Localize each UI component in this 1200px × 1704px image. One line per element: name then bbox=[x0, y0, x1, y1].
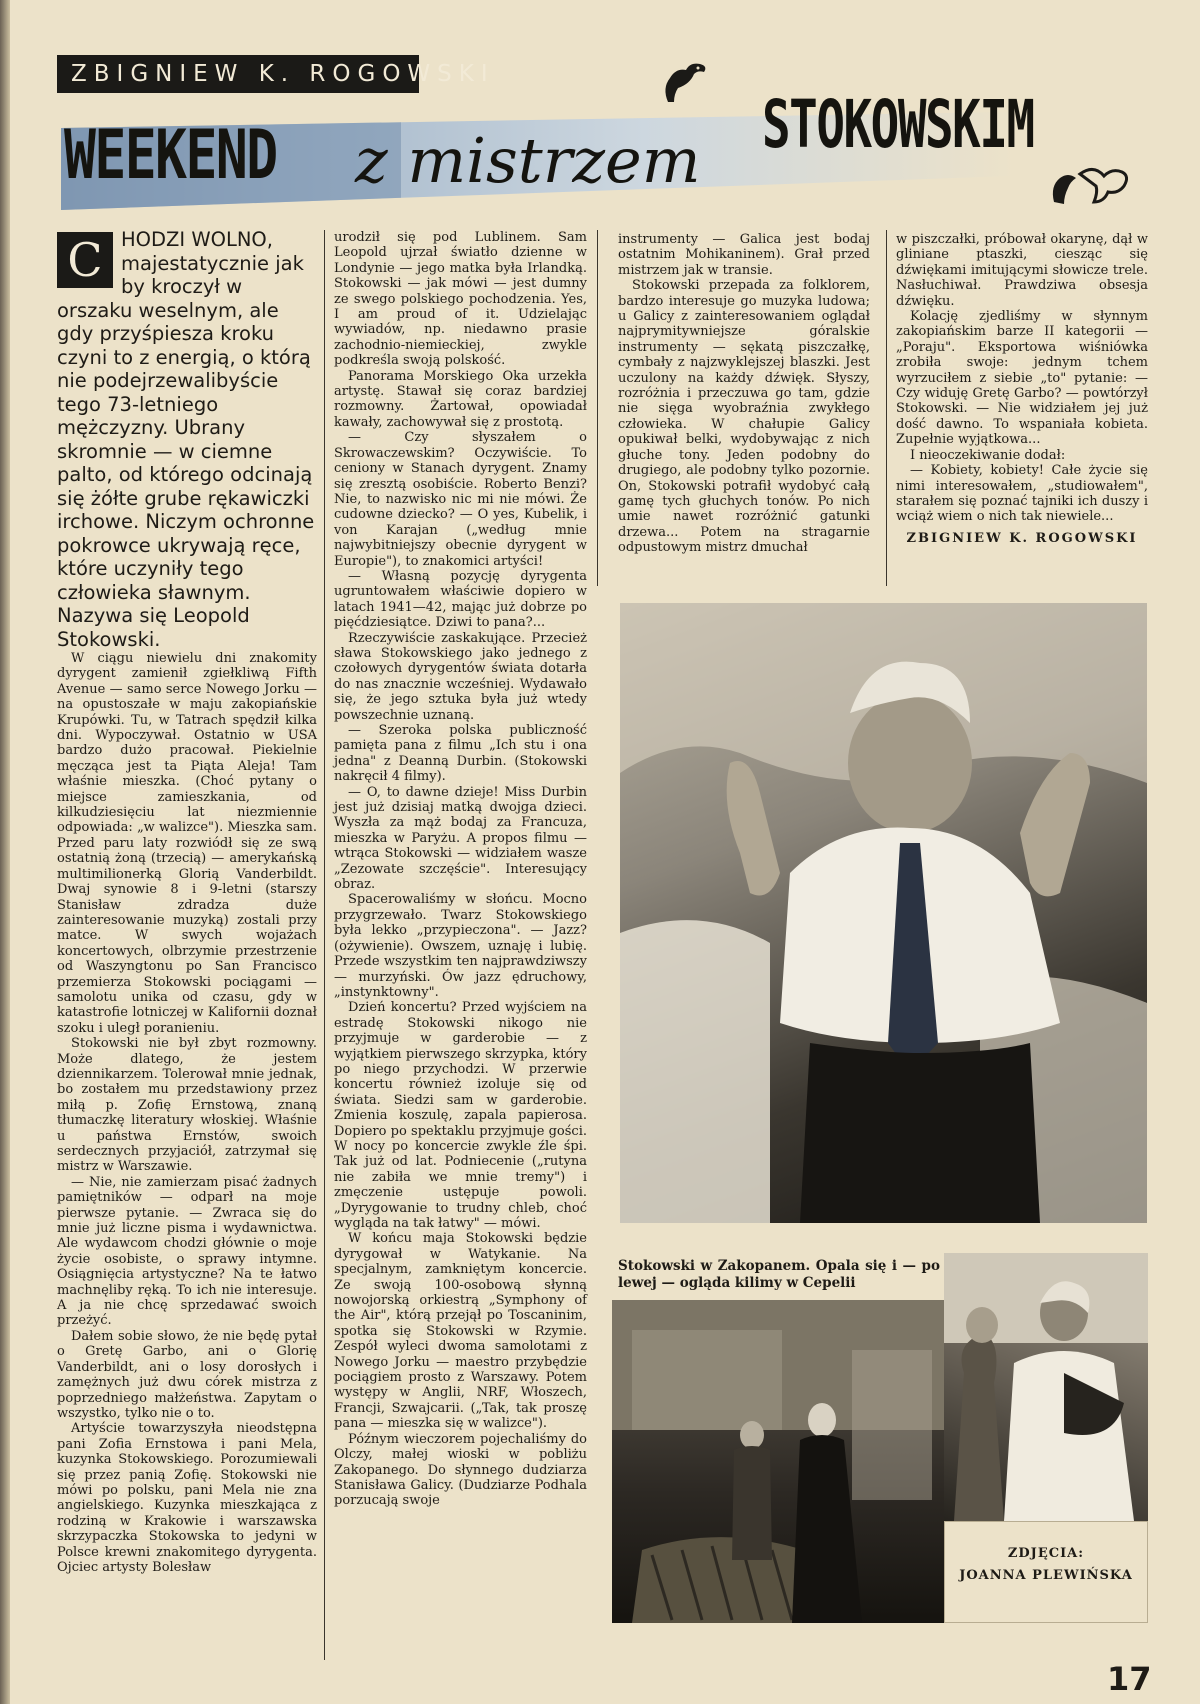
photo-main-illustration bbox=[620, 603, 1147, 1223]
paragraph: — Kobiety, kobiety! Całe życie się nimi interesowałem, „studiowałem", starałem się poznać tajniki ich duszy i wciąż wiem o nich tak niewiele... bbox=[896, 463, 1148, 525]
paragraph: Artyście towarzyszyła nieodstępna pani Zofia Ernstowa i pani Mela, kuzynka Stokowskiego. Porozumiewali się przez panią Zofię. Stokowski nie mówi po polsku, pani Mela nie zna angielskiego. Kuzynka mieszkająca z rodziną w Krakowie i warszawska skrzypaczka Stokowska to jedyni w Polsce krewni znakomitego dyrygenta. Ojciec artysty Bolesław bbox=[57, 1421, 317, 1575]
photo-credit-name: JOANNA PLEWIŃSKA bbox=[959, 1568, 1133, 1583]
paragraph: — Czy słyszałem o Skrowaczewskim? Oczywiście. To ceniony w Stanach dyrygent. Znamy się zresztą osobiście. Roberto Benzi? Nie, to nazwisko nic mi nie mówi. Że cudowne dziecko? — O yes, Kubelik, i von Karajan („według mnie najwybitniejszy obecnie dyrygent w Europie"), to znakomici artyści! bbox=[334, 430, 587, 569]
paragraph: Dałem sobie słowo, że nie będę pytał o Gretę Garbo, ani o Glorię Vanderbildt, ani o losy dorosłych i zamężnych już dwu córek mistrza z poprzedniego małżeństwa. Zapytam o wszystko, tylko nie o to. bbox=[57, 1328, 317, 1421]
paragraph: Stokowski nie był zbyt rozmowny. Może dlatego, że jestem dziennikarzem. Tolerował mnie jednak, bo zostałem mu przedstawiony przez miłą p. Zofię Ernstową, znaną tłumaczkę literatury włoskiej. Właśnie u państwa Ernstów, swoich serdecznych przyjaciół, zatrzymał się mistrz w Warszawie. bbox=[57, 1036, 317, 1175]
paragraph: I nieoczekiwanie dodał: bbox=[910, 447, 1066, 463]
photo-credit-label: ZDJĘCIA: bbox=[1007, 1546, 1085, 1561]
photo-bl-illustration bbox=[612, 1300, 944, 1623]
paragraph: Panorama Morskiego Oka urzekła artystę. Stawał się coraz bardziej rozmowny. Żartował, opowiadał kawały, zachowywał się z prostotą. bbox=[334, 368, 587, 430]
paragraph: W ciągu niewielu dni znakomity dyrygent zamienił zgiełkliwą Fifth Avenue — samo serce Nowego Jorku — na opustoszałe w maju zakopiańskie Krupówki. Tu, w Tatrach spędził kilka dni. Wypoczywał. Ostatnio w USA bardzo dużo pracował. Piekielnie męcząca jest ta Piąta Aleja! Tam właśnie mieszka. (Choć pytany o miejsce zamieszkania, od kilkudziesięciu lat niezmiennie odpowiada: „w walizce"). Mieszka sam. Przed paru laty rozwiódł się ze swą ostatnią żoną (trzecią) — amerykańską multimilionerką Glorią Vanderbildt. Dwaj synowie 8 i 9-letni (starszy Stanisław zdradza duże zainteresowanie muzyką) zostali przy matce. W swych wojażach koncertowych, olbrzymie przestrzenie od Waszyngtonu po San Francisco przemierza Stokowski pociągami — samolotu unika od czasu, gdy w katastrofie lotniczej w Kalifornii doznał szoku i uległ poranieniu. bbox=[57, 651, 317, 1036]
paragraph: urodził się pod Lublinem. Sam Leopold ujrzał światło dzienne w Londynie — jego matka była Irlandką. Stokowski — jak mówi — jest dumny ze swego polskiego pochodzenia. Yes, I am proud of it. Udzielając wywiadów, np. niedawno prasie zachodnio-niemieckiej, zwykle podkreśla swoją polskość. bbox=[334, 230, 587, 369]
article-column-2 bbox=[334, 230, 587, 1664]
article-column-1 bbox=[57, 228, 317, 1668]
article-column-4 bbox=[896, 232, 1148, 586]
paragraph: Kolację zjedliśmy w słynnym zakopiańskim barze II kategorii — „Poraju". Eksportowa wiśniówka zrobiła swoje: jednym tchem wyrzuciłem z siebie „to" pytanie: — Czy widuję Gretę Garbo? — powtórzył Stokowski. — Nie widziałem jej już dość dawno. To wspaniała kobieta. Zupełnie wyjątkowa... bbox=[896, 309, 1148, 448]
author-banner: ZBIGNIEW K. ROGOWSKI bbox=[57, 55, 419, 93]
photo-br-illustration bbox=[944, 1253, 1148, 1521]
title-weekend: WEEKEND bbox=[64, 116, 277, 195]
photo-caption: Stokowski w Zakopanem. Opala się i — po lewej — ogląda kilimy w Cepelii bbox=[618, 1258, 940, 1291]
page-number: 17 bbox=[1107, 1660, 1152, 1698]
photo-credit bbox=[944, 1521, 1148, 1623]
paragraph: Dzień koncertu? Przed wyjściem na estradę Stokowski nikogo nie przyjmuje w garderobie — z wyjątkiem pierwszego skrzypka, który po niego przychodzi. W przerwie koncertu również izoluje się od świata. Siedzi sam w garderobie. Zmienia koszulę, zapala papierosa. Dopiero po spektaklu przyjmuje gości. W nocy po koncercie zwykle źle śpi. Tak już od lat. Podniecenie („rutyna nie zabiła we mnie tremy") i zmęczenie ustępuje powoli. „Dyrygowanie to trudny chleb, choć wygląda na tak łatwy" — mówi. bbox=[334, 1000, 587, 1231]
author-signature: ZBIGNIEW K. ROGOWSKI bbox=[906, 530, 1138, 546]
paragraph: — Szeroka polska publiczność pamięta pana z filmu „Ich stu i ona jedna" z Deanną Durbin. (Stokowski nakręcił 4 filmy). bbox=[334, 723, 587, 785]
duck-ornament-icon bbox=[660, 58, 712, 108]
paragraph: Stokowski przepada za folklorem, bardzo interesuje go muzyka ludowa; u Galicy z zainteresowaniem oglądał najprymitywniejsze góralskie instrumenty — sękatą piszczałkę, cymbały z najzwyklejszej blaszki. Jest uczulony na każdy dźwięk. Słyszy, rozróżnia i przeczuwa go tam, gdzie nie sięga wyobraźnia zwykłego człowieka. W chałupie Galicy opukiwał belki, wydobywając z nich głuche tony. Jeden podobny do drugiego, ale podobny tylko pozornie. On, Stokowski potrafił wydobyć całą gamę tych głuchych tonów. Po nich umie nawet rozróżnić gatunki drzewa... Potem na stragarnie odpustowym mistrz dmuchał bbox=[618, 278, 870, 556]
birds-ornament-icon bbox=[1050, 158, 1134, 208]
column-rule bbox=[886, 230, 887, 586]
paragraph: w piszczałki, próbował okarynę, dął w gliniane ptaszki, ciesząc się dźwiękami imitującymi słowicze trele. Nasłuchiwał. Prawdziwa obsesja dźwięku. bbox=[896, 232, 1148, 309]
paragraph: W końcu maja Stokowski będzie dyrygował w Watykanie. Na specjalnym, zamkniętym koncercie. Ze swoją 100-osobową słynną nowojorską orkiestrą „Symphony of the Air", którą przejął po Toscaninim, spotka się Stokowski w Rzymie. Zespół wyleci dwoma samolotami z Nowego Jorku — maestro przybędzie pociągiem prosto z Warszawy. Potem występy w Anglii, NRF, Włoszech, Francji, Szwajcarii. („Tak, tak proszę pana — mieszka się w walizce"). bbox=[334, 1231, 587, 1432]
title-stokowskim: STOKOWSKIM bbox=[762, 86, 1034, 163]
paragraph: Rzeczywiście zaskakujące. Przecież sława Stokowskiego jako jednego z czołowych dyrygentów świata dotarła do nas znacznie wcześniej. Wydawało się, że jego sztuka była już wtedy powszechnie uznaną. bbox=[334, 630, 587, 723]
photo-cepelia-kilims bbox=[612, 1300, 944, 1623]
column-rule bbox=[324, 230, 325, 1660]
drop-cap: C bbox=[57, 232, 113, 288]
page-spine-shadow bbox=[0, 0, 10, 1704]
paragraph: — O, to dawne dzieje! Miss Durbin jest już dzisiaj matką dwojga dzieci. Wyszła za mąż bodaj za Francuza, mieszka w Paryżu. A propos filmu — wtrąca Stokowski — widziałem wasze „Zezowate szczęście". Interesujący obraz. bbox=[334, 784, 587, 893]
title-z-mistrzem: z mistrzem bbox=[355, 124, 701, 197]
photo-stokowski-sunbathing bbox=[620, 603, 1147, 1223]
column-rule bbox=[597, 230, 598, 586]
lead-paragraph: HODZI WOLNO, majestatycznie jak by kroczył w orszaku weselnym, ale gdy przyśpiesza kroku czyni to z energią, o którą nie podejrzewalibyście tego 73-letniego mężczyzny. Ubrany skromnie — w ciemne palto, od którego odcinają się żółte grube rękawiczki irchowe. Niczym ochronne pokrowce ukrywają ręce, które uczyniły tego człowieka sławnym. Nazywa się Leopold Stokowski. bbox=[57, 228, 315, 651]
paragraph: — Własną pozycję dyrygenta ugruntowałem właściwie dopiero w latach 1941—42, mając już dobrze po pięćdziesiątce. Dziwi to pana?... bbox=[334, 568, 587, 631]
paragraph: Późnym wieczorem pojechaliśmy do Olczy, małej wioski w pobliżu Zakopanego. Do słynnego dudziarza Stanisława Galicy. (Dudziarze Podhala porzucają swoje bbox=[334, 1431, 587, 1509]
paragraph: Spacerowaliśmy w słońcu. Mocno przygrzewało. Twarz Stokowskiego była lekko „przypieczona". — Jazz? (ożywienie). Owszem, uznaję i lubię. Przede wszystkim ten najprawdziwszy — murzyński. Ów jazz ędruchowy, „instynktowny". bbox=[334, 892, 587, 1000]
paragraph: instrumenty — Galica jest bodaj ostatnim Mohikaninem). Grał przed mistrzem jak w transie. bbox=[618, 232, 870, 278]
photo-stokowski-portrait bbox=[944, 1253, 1148, 1521]
paragraph: — Nie, nie zamierzam pisać żadnych pamiętników — odparł na moje pierwsze pytanie. — Zwraca się do mnie już liczne pisma i wydawnictwa. Ale wydawcom chodzi głównie o moje życie osobiste, o sprawy intymne. Osiągnięcia artystyczne? Na te łatwo machnęliby ręką. To ich nie interesuje. A ja nie chcę sprzedawać swoich przeżyć. bbox=[57, 1174, 317, 1329]
article-column-3 bbox=[618, 232, 870, 586]
